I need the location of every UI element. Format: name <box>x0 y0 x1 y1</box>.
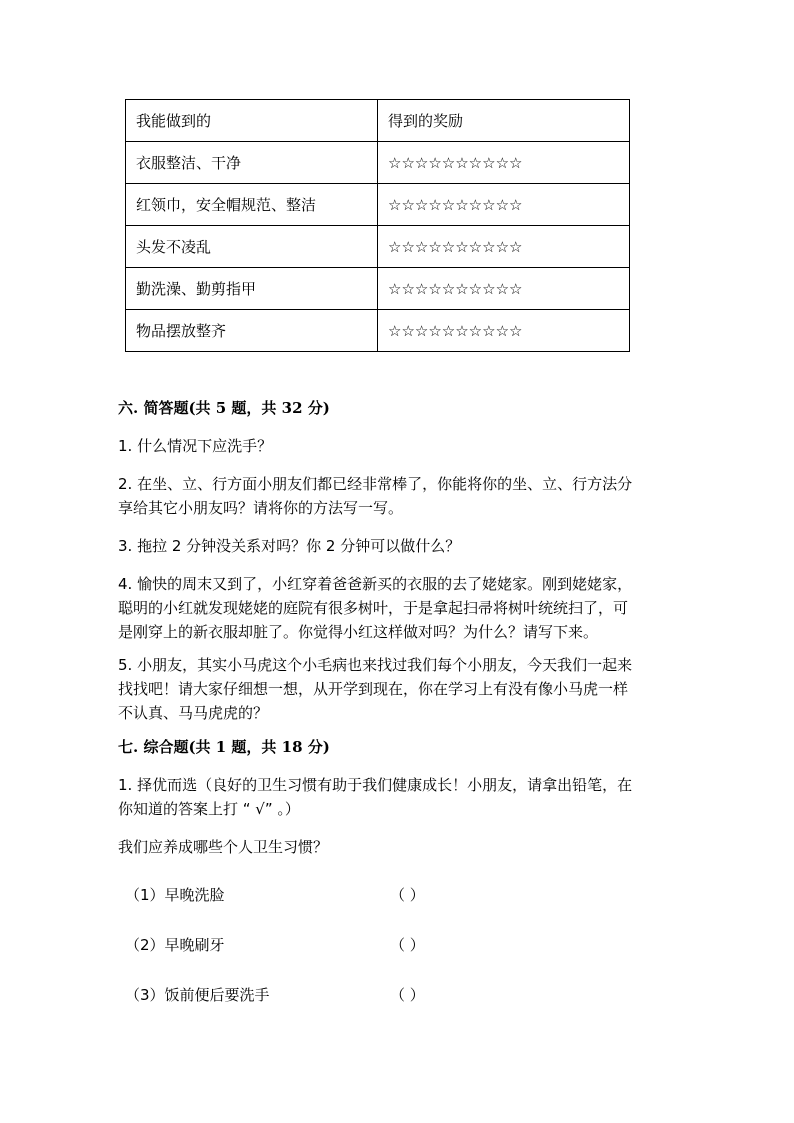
option-label: （3）饭前便后要洗手 <box>125 986 270 1004</box>
answer-bracket[interactable]: （ ） <box>390 886 425 904</box>
question-4 <box>118 572 678 644</box>
table-row <box>126 268 630 310</box>
reward-table <box>125 99 630 352</box>
question-1: 1. 什么情况下应洗手？ <box>118 437 273 455</box>
table-cell-stars: ☆☆☆☆☆☆☆☆☆☆ <box>378 142 630 184</box>
section-7-question-line: 1. 择优而选（良好的卫生习惯有助于我们健康成长！小朋友，请拿出铅笔，在 <box>118 776 633 794</box>
option-label: （1）早晚洗脸 <box>125 886 225 904</box>
question-4-line: 4. 愉快的周末又到了，小红穿着爸爸新买的衣服的去了姥姥家。刚到姥姥家， <box>118 575 633 593</box>
question-4-line: 是刚穿上的新衣服却脏了。你觉得小红这样做对吗？为什么？请写下来。 <box>118 623 599 641</box>
table-cell-item: 勤洗澡、勤剪指甲 <box>126 268 378 310</box>
table-cell-stars: ☆☆☆☆☆☆☆☆☆☆ <box>378 310 630 352</box>
question-5 <box>118 653 678 725</box>
question-2-line: 享给其它小朋友吗？请将你的方法写一写。 <box>118 499 404 517</box>
table-cell-item: 物品摆放整齐 <box>126 310 378 352</box>
table-row <box>126 226 630 268</box>
question-2 <box>118 472 678 520</box>
table-cell-stars: ☆☆☆☆☆☆☆☆☆☆ <box>378 268 630 310</box>
table-header-row <box>126 100 630 142</box>
table-row <box>126 142 630 184</box>
answer-bracket[interactable]: （ ） <box>390 986 425 1004</box>
section-6-title: 六. 简答题(共 5 题，共 32 分) <box>118 399 330 417</box>
table-header-cell: 得到的奖励 <box>378 100 630 142</box>
question-5-line: 找找吧！请大家仔细想一想，从开学到现在，你在学习上有没有像小马虎一样 <box>118 680 629 698</box>
section-7-question-line: 你知道的答案上打 “ √” 。） <box>118 800 300 818</box>
table-row <box>126 310 630 352</box>
table-row <box>126 184 630 226</box>
section-7-question-1 <box>118 773 678 821</box>
question-2-line: 2. 在坐、立、行方面小朋友们都已经非常棒了，你能将你的坐、立、行方法分 <box>118 475 633 493</box>
answer-bracket[interactable]: （ ） <box>390 936 425 954</box>
section-7-title: 七. 综合题(共 1 题，共 18 分) <box>118 738 330 756</box>
table-cell-item: 衣服整洁、干净 <box>126 142 378 184</box>
question-4-line: 聪明的小红就发现姥姥的庭院有很多树叶，于是拿起扫帚将树叶统统扫了，可 <box>118 599 629 617</box>
table-cell-stars: ☆☆☆☆☆☆☆☆☆☆ <box>378 226 630 268</box>
question-5-line: 不认真、马马虎虎的？ <box>118 704 269 722</box>
table-header-cell: 我能做到的 <box>126 100 378 142</box>
habit-prompt: 我们应养成哪些个人卫生习惯？ <box>118 838 329 856</box>
option-label: （2）早晚刷牙 <box>125 936 225 954</box>
table-cell-stars: ☆☆☆☆☆☆☆☆☆☆ <box>378 184 630 226</box>
table-cell-item: 红领巾，安全帽规范、整洁 <box>126 184 378 226</box>
table-cell-item: 头发不凌乱 <box>126 226 378 268</box>
question-5-line: 5. 小朋友，其实小马虎这个小毛病也来找过我们每个小朋友，今天我们一起来 <box>118 656 633 674</box>
question-3: 3. 拖拉 2 分钟没关系对吗？你 2 分钟可以做什么？ <box>118 537 461 555</box>
